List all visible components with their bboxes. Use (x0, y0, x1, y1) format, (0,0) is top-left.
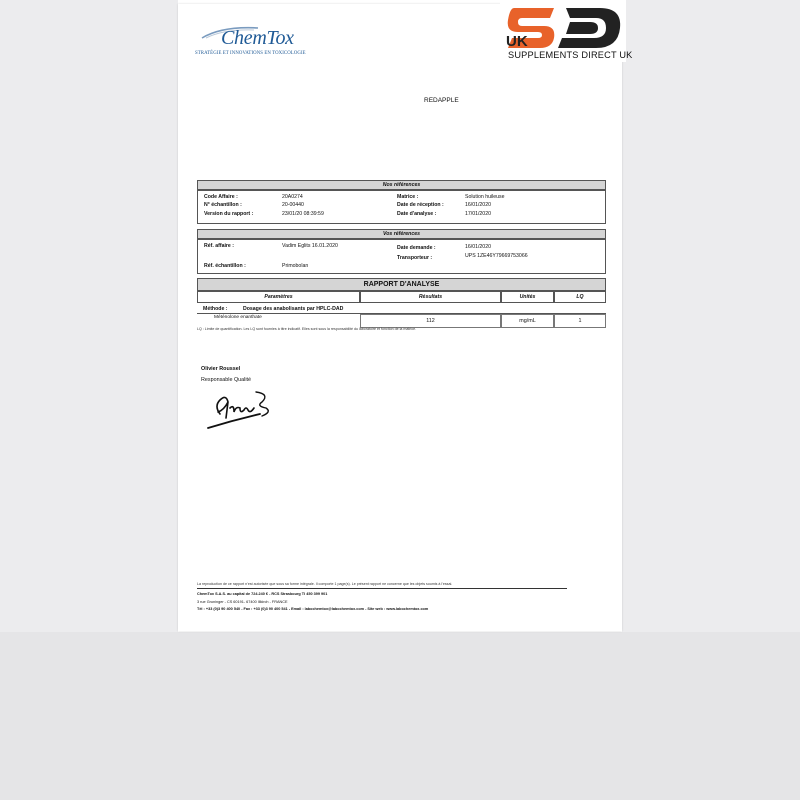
handwritten-signature (204, 384, 284, 432)
footer-address: 3 rue Gruninger - CS 60191- 67400 Illkirch - FRANCE (197, 600, 288, 604)
version-label: Version du rapport : (204, 211, 254, 217)
vos-references-header: Vos références (197, 229, 606, 239)
column-header-unites: Unités (501, 291, 554, 303)
signatory-role: Responsable Qualité (201, 377, 252, 383)
demande-label: Date demande : (397, 245, 436, 251)
footer-reproduction-note: La reproduction de ce rapport n'est autorisée que sous sa forme intégrale. Il comporte 1 page(s). Le présent rapport ne concerne que les objets soumis à l'essai. (197, 582, 453, 586)
footer-divider (197, 588, 567, 589)
echantillon-value: 20-00440 (282, 202, 304, 208)
column-header-parametres: Paramètres (197, 291, 360, 303)
background-bottom (0, 632, 800, 800)
nos-references-header: Nos références (197, 180, 606, 190)
table-row-parametre: Méténolone enanthate (214, 315, 262, 320)
matrice-label: Matrice : (397, 194, 419, 200)
table-row-unite: mg/mL (501, 314, 554, 328)
ref-affaire-label: Réf. affaire : (204, 243, 234, 249)
reception-label: Date de réception : (397, 202, 444, 208)
sd-uk-text: UK (506, 33, 528, 50)
chemtox-logo-name: ChemTox (221, 27, 294, 49)
footer-contact: Tél : +33 (0)3 90 400 540 - Fax : +33 (0)3 90 400 541 - Email : labochemtox@labochemtox.com - Site web : www.labochemtox.com (197, 607, 429, 611)
transporteur-value: UPS 1ZE46Y79669753066 (465, 253, 528, 259)
methode-label: Méthode : (203, 306, 228, 312)
code-affaire-value: 20A0274 (282, 194, 303, 200)
lq-note: LQ : Limite de quantification. Les LQ sont fournies à titre indicatif. Elles sont sous la responsabilité du laboratoire et fonction de la matrice. (197, 327, 417, 331)
ref-affaire-value: Vadim Eglits 16.01.2020 (282, 243, 338, 249)
supplements-direct-logo (504, 4, 624, 54)
transporteur-label: Transporteur : (397, 255, 433, 261)
analyse-value: 17/01/2020 (465, 211, 491, 217)
echantillon-label: N° échantillon : (204, 202, 242, 208)
chemtox-logo-tagline: STRATÉGIE ET INNOVATIONS EN TOXICOLOGIE (195, 51, 306, 56)
table-row-resultat: 112 (360, 314, 501, 328)
footer-company: ChemTox S.A.S. au capital de 724.240 € - RCS Strasbourg TI 450 399 901 (197, 592, 328, 596)
column-header-lq: LQ (554, 291, 606, 303)
version-value: 23/01/20 08:39:59 (282, 211, 324, 217)
code-affaire-label: Code Affaire : (204, 194, 238, 200)
sd-logo-tagline: SUPPLEMENTS DIRECT UK (508, 50, 633, 60)
client-name: REDAPPLE (424, 97, 459, 104)
demande-value: 16/01/2020 (465, 244, 491, 250)
ref-echantillon-label: Réf. échantillon : (204, 263, 246, 269)
signatory-name: Olivier Roussel (201, 366, 241, 372)
methode-value: Dosage des anabolisants par HPLC-DAD (243, 306, 344, 312)
column-header-resultats: Résultats (360, 291, 501, 303)
reception-value: 16/01/2020 (465, 202, 491, 208)
rapport-title: RAPPORT D'ANALYSE (197, 278, 606, 291)
analyse-label: Date d'analyse : (397, 211, 437, 217)
ref-echantillon-value: Primobolan (282, 263, 309, 269)
matrice-value: Solution huileuse (465, 194, 505, 200)
table-row-lq: 1 (554, 314, 606, 328)
